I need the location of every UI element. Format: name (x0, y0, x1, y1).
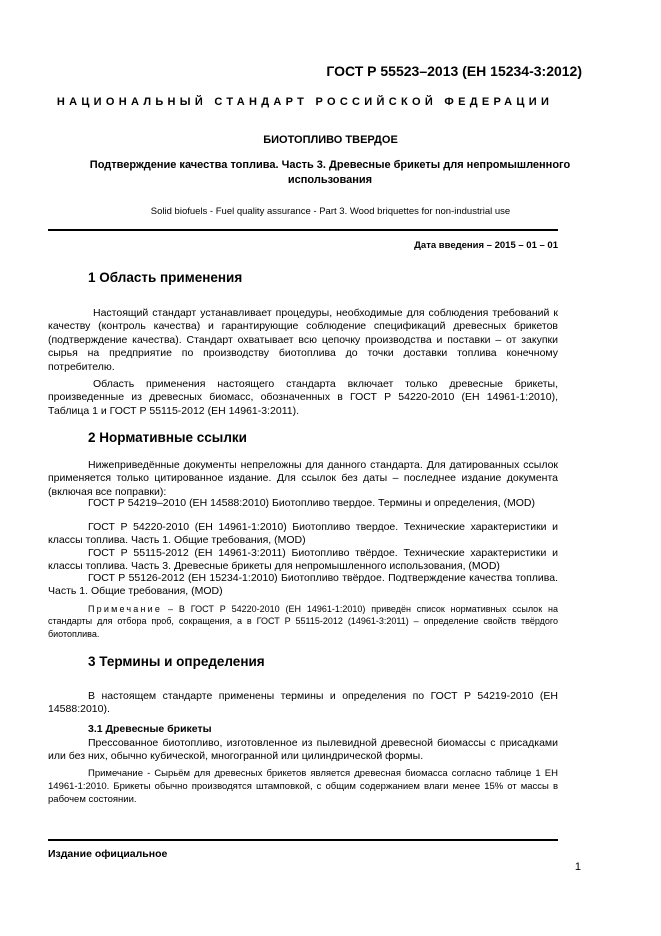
english-title: Solid biofuels - Fuel quality assurance - Part 3. Wood briquettes for non-industrial use (150, 206, 511, 217)
section-2-heading: 2 Нормативные ссылки (88, 430, 247, 445)
note-label: Примечание (88, 604, 163, 614)
document-designation: ГОСТ Р 55523–2013 (ЕН 15234-3:2012) (326, 63, 582, 79)
section-2-paragraph-1: Нижеприведённые документы непреложны для данного стандарта. Для датированных ссылок применяется только цитированное издание. Для ссылок без даты – последнее издание документа (включая все поправки): (48, 459, 558, 498)
reference-item: ГОСТ Р 55115-2012 (ЕН 14961-3:2011) Биотопливо твёрдое. Технические характеристики и классы топлива. Часть 3. Древесные брикеты для непромышленного использования, (MOD) (48, 547, 558, 573)
reference-item: ГОСТ Р 54219–2010 (ЕН 14588:2010) Биотопливо твердое. Термины и определения, (MOD) (88, 497, 535, 509)
reference-item: ГОСТ Р 55126-2012 (ЕН 15234-1:2010) Биотопливо твёрдое. Подтверждение качества топлива. Часть 1. Общие требования, (MOD) (48, 572, 558, 598)
page-number: 1 (574, 861, 581, 873)
official-edition-label: Издание официальное (48, 848, 168, 860)
section-1-heading: 1 Область применения (88, 270, 243, 285)
note-text: – В ГОСТ Р 54220-2010 (ЕН 14961-1:2010) приведён список нормативных ссылок на стандарты для отбора проб, сокращения, а в ГОСТ Р 55115-2012 (14961-3:2011) – определение свойств твёрдого биотоплива. (48, 604, 558, 639)
national-standard-heading: НАЦИОНАЛЬНЫЙ СТАНДАРТ РОССИЙСКОЙ ФЕДЕРАЦИИ (56, 96, 554, 108)
footer-divider (48, 839, 558, 841)
subsection-3-1-heading: 3.1 Древесные брикеты (88, 723, 212, 735)
definition-text: Прессованное биотопливо, изготовленное из пылевидной древесной биомассы с присадками или без них, обычно кубической, многогранной или цилиндрической формы. (48, 737, 558, 763)
section-2-note (48, 603, 558, 640)
section-1-paragraph-1: Настоящий стандарт устанавливает процедуры, необходимые для соблюдения требований к качеству (контроль качества) и гарантирующие соблюдение спецификаций древесных брикетов (подтверждение качества). Стандарт охватывает всю цепочку производства и поставки – от закупки сырья на предприятие по производству биотоплива до точки доставки топлива конечному потребителю. (48, 307, 558, 373)
introduction-date: Дата введения – 2015 – 01 – 01 (414, 240, 558, 251)
document-subtitle: Подтверждение качества топлива. Часть 3. Древесные брикеты для непромышленного использования (89, 159, 571, 186)
section-1-paragraph-2: Область применения настоящего стандарта включает только древесные брикеты, произведенные из древесных биомасс, обозначенных в ГОСТ Р 54220-2010 (ЕН 14961-1:2010), Таблица 1 и ГОСТ Р 55115-2012 (ЕН 14961-3:2011). (48, 378, 558, 417)
reference-item: ГОСТ Р 54220-2010 (ЕН 14961-1:2010) Биотопливо твердое. Технические характеристики и классы топлива. Часть 1. Общие требования, (MOD) (48, 521, 558, 547)
document-title: БИОТОПЛИВО ТВЕРДОЕ (263, 134, 398, 146)
note-label: Примечание (88, 768, 143, 779)
section-3-note (48, 768, 558, 806)
note-text: - Сырьём для древесных брикетов является древесная биомасса согласно таблице 1 ЕН 14961-1:2010. Брикеты обычно производятся штамповкой, с общим содержанием влаги менее 15% от массы в рабочем состоянии. (48, 768, 558, 805)
title-divider (48, 229, 558, 231)
section-3-paragraph-1: В настоящем стандарте применены термины и определения по ГОСТ Р 54219-2010 (ЕН 14588:2010). (48, 690, 558, 716)
section-3-heading: 3 Термины и определения (88, 654, 265, 669)
